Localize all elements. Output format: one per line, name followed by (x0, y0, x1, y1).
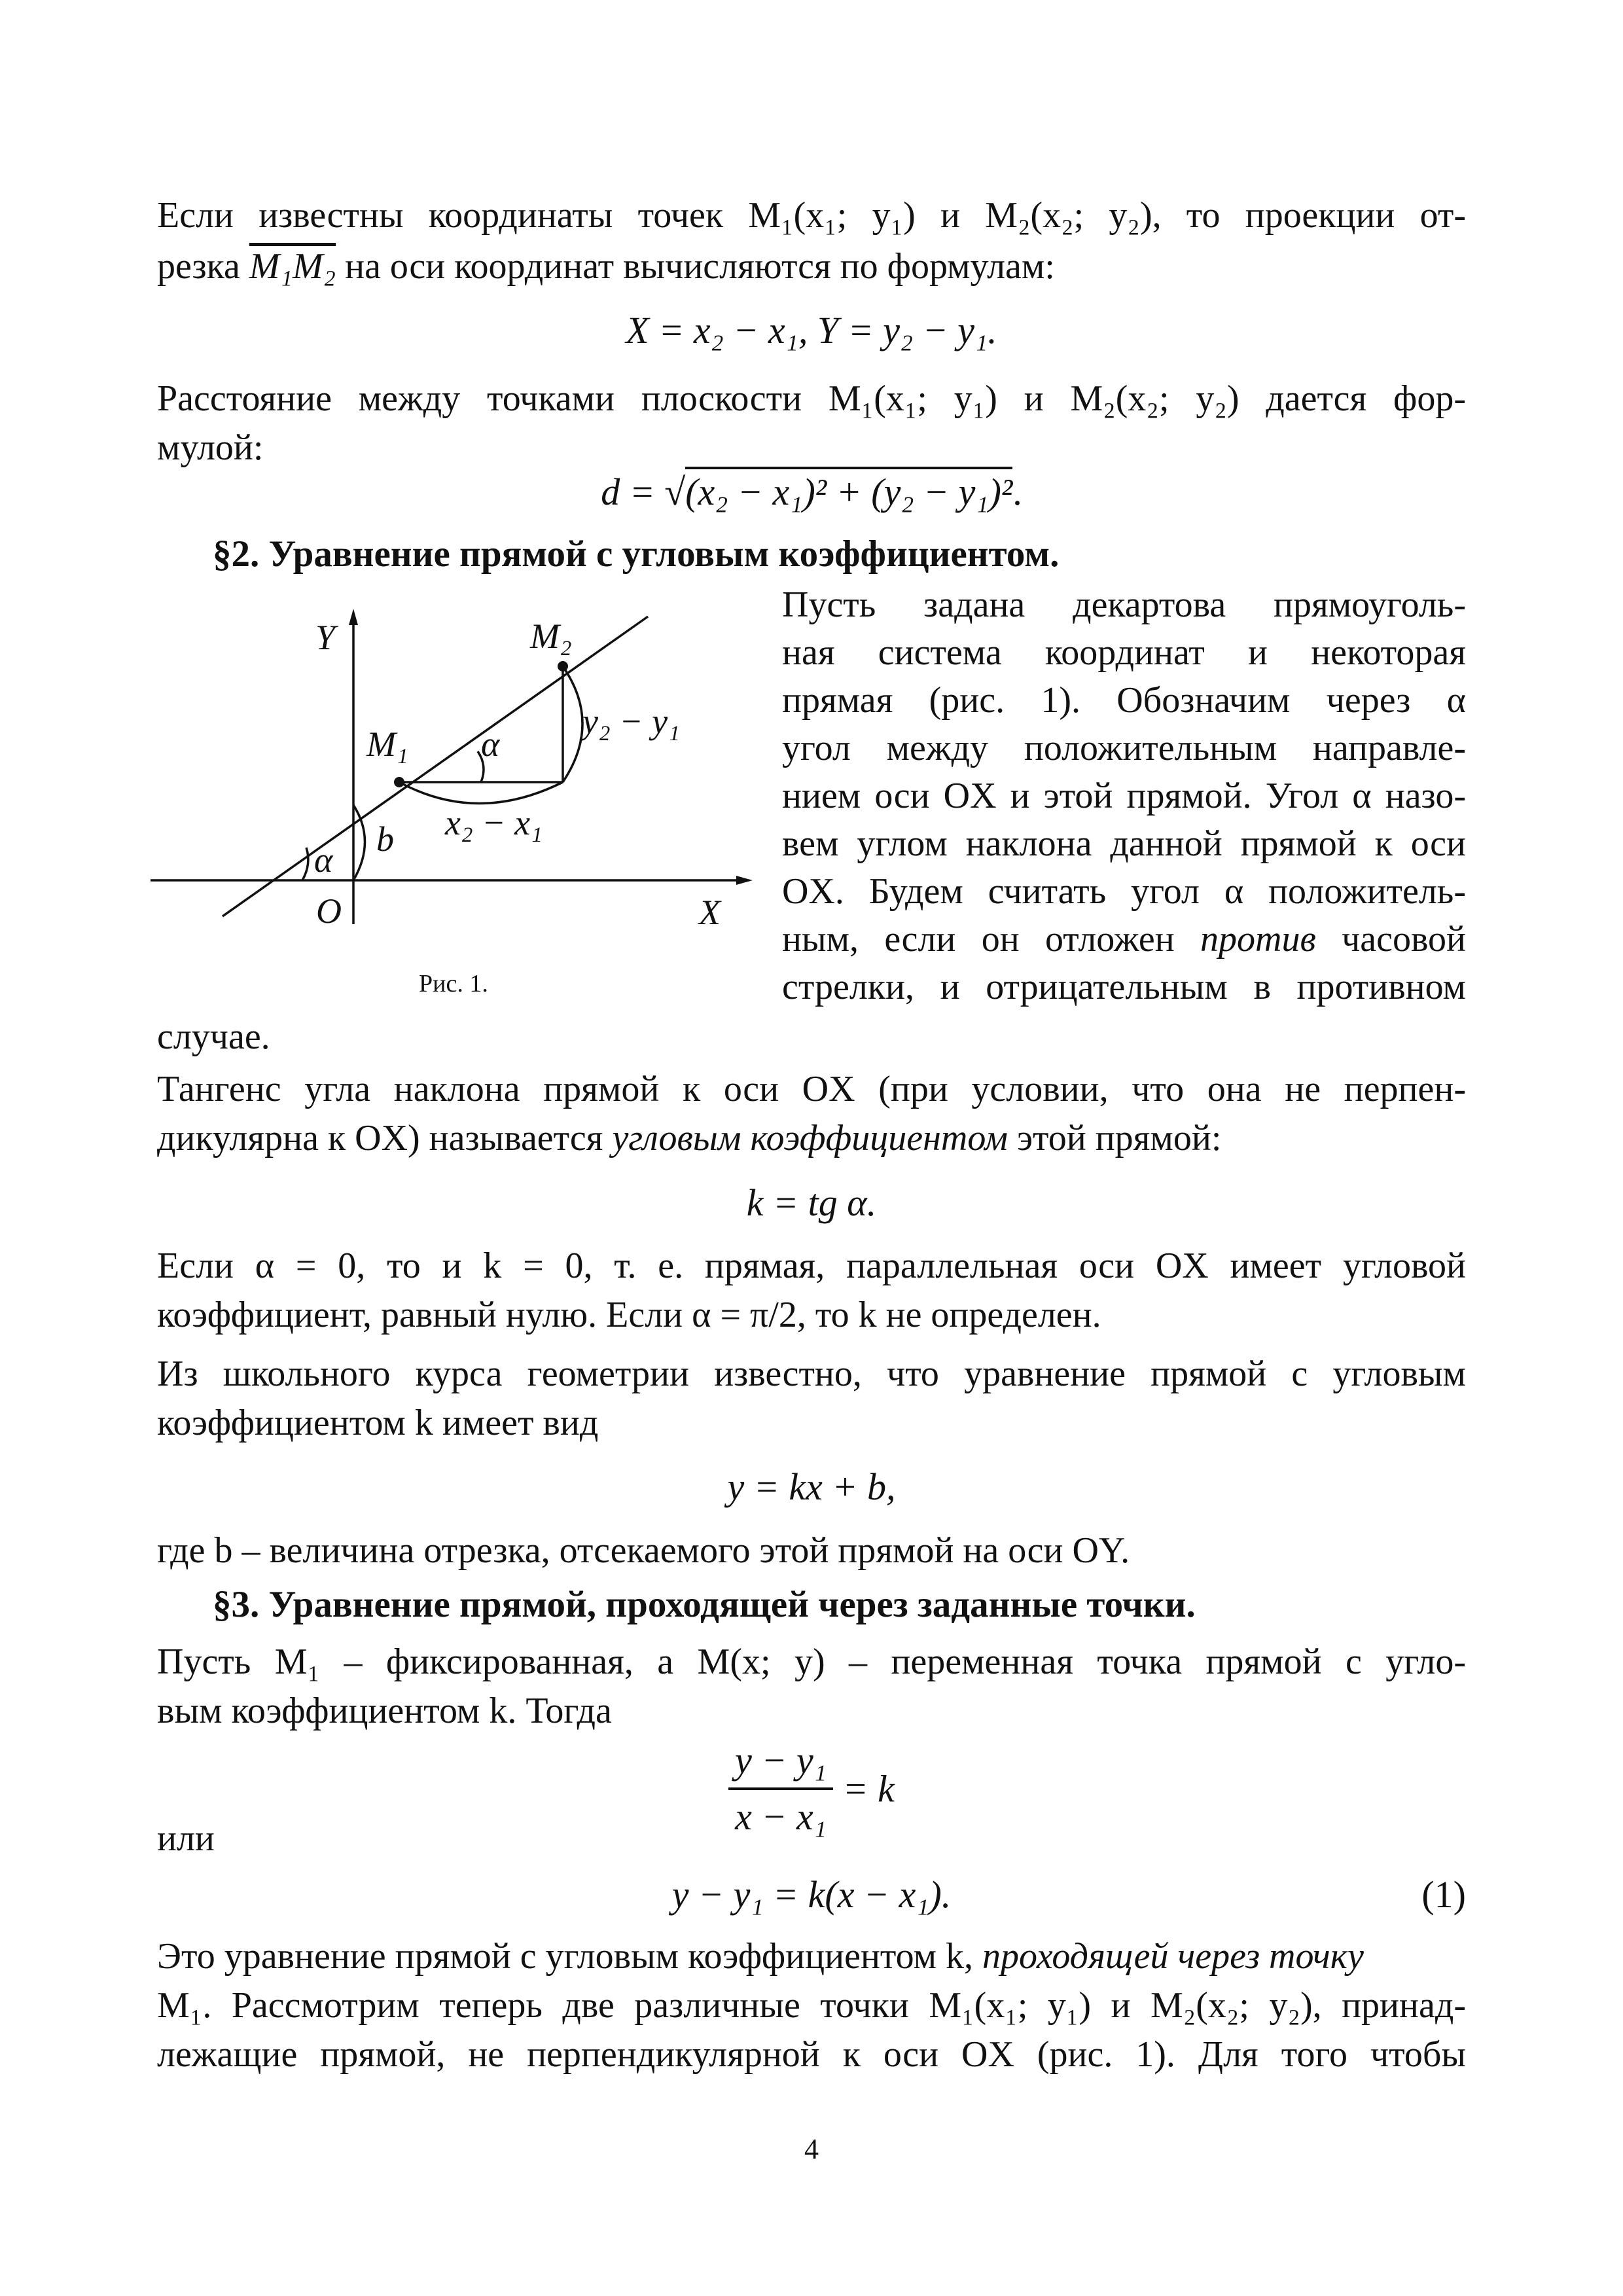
fraction-numerator: y − y₁ (728, 1738, 833, 1790)
label-dy: y₂ − y₁ (582, 702, 680, 741)
emphasis-text: проходящей через точку (982, 1936, 1364, 1977)
text-line: стрелки, и отрицательным в противном (782, 967, 1466, 1007)
label-alpha-bottom: α (314, 840, 333, 880)
line-graph (223, 617, 648, 916)
text-line: лежащие прямой, не перпендикулярной к оси OX (рис. 1). Для того чтобы (157, 2034, 1466, 2075)
dx-brace (399, 782, 563, 804)
text-line: ным, если он отложен против часовой (782, 919, 1467, 960)
page-number: 4 (804, 2133, 819, 2165)
text-line: Если α = 0, то и k = 0, т. е. прямая, параллельная оси OX имеет угловой (157, 1246, 1466, 1286)
text-fragment: резка (157, 246, 240, 287)
point-m1 (394, 777, 404, 787)
text-line: Это уравнение прямой с угловым коэффициентом k, проходящей через точку (157, 1936, 1364, 1977)
label-o: O (316, 891, 342, 931)
text-line: прямая (рис. 1). Обозначим через α (782, 680, 1466, 721)
section-heading-2: §2. Уравнение прямой с угловым коэффициентом. (213, 533, 1060, 575)
point-m2 (558, 661, 568, 672)
text-line: коэффициентом k имеет вид (157, 1403, 599, 1443)
formula-slope: k = tg α. (746, 1181, 877, 1224)
section-heading-3: §3. Уравнение прямой, проходящей через заданные точки. (213, 1584, 1196, 1625)
figure-1 (151, 589, 759, 1021)
formula-point-slope: y − y₁ = k(x − x₁). (1) (157, 1869, 1466, 1921)
equation-number: (1) (1421, 1873, 1466, 1916)
emphasis-text: угловым коэффициентом (612, 1118, 1008, 1158)
dy-brace (563, 666, 582, 782)
label-b: b (376, 819, 394, 859)
label-dx: x₂ − x₁ (445, 803, 543, 842)
text-line: Расстояние между точками плоскости M₁(x₁; y₁) и M₂(x₂; y₂) дается фор- (157, 378, 1466, 419)
fraction-rhs: = k (842, 1767, 895, 1810)
text-line: Тангенс угла наклона прямой к оси OX (при условии, что она не перпен- (157, 1069, 1466, 1109)
text-line: Пусть задана декартова прямоуголь- (782, 584, 1466, 625)
text-line: вым коэффициентом k. Тогда (157, 1691, 612, 1731)
text-line: M₁. Рассмотрим теперь две различные точки M₁(x₁; y₁) и M₂(x₂; y₂), принад- (157, 1985, 1466, 2026)
label-x: X (699, 893, 721, 932)
alpha-arc-bottom (302, 848, 308, 880)
text-line: вем углом наклона данной прямой к оси (782, 823, 1466, 864)
label-y: Y (315, 618, 336, 657)
y-axis-arrow (349, 609, 358, 625)
formula-end: . (1012, 471, 1022, 513)
text-line: Пусть M₁ – фиксированная, а M(x; y) – переменная точка прямой с угло- (157, 1641, 1466, 1682)
figure-caption: Рис. 1. (419, 970, 488, 997)
label-m1: M₁ (366, 725, 408, 764)
text-fragment: на оси координат вычисляются по формулам: (345, 246, 1055, 287)
text-line: Из школьного курса геометрии известно, что уравнение прямой с угловым (157, 1354, 1466, 1394)
fraction-denominator: x − x₁ (735, 1795, 827, 1838)
segment-notation: M₁M₂ (249, 246, 336, 287)
text-line: или (157, 1818, 215, 1859)
text-line: ная система координат и некоторая (782, 632, 1466, 673)
formula-projections: X = x₂ − x₁, Y = y₂ − y₁. (626, 309, 997, 351)
label-alpha-top: α (481, 725, 500, 764)
text-line: Если известны координаты точек M₁(x₁; y₁) и M₂(x₂; y₂), то проекции от- (157, 195, 1466, 236)
text-line: нием оси OX и этой прямой. Угол α назо- (782, 776, 1466, 816)
text-line: коэффициент, равный нулю. Если α = π/2, то k не определен. (157, 1295, 1101, 1335)
text-line: где b – величина отрезка, отсекаемого этой прямой на оси OY. (157, 1530, 1130, 1571)
formula-line: y = kx + b, (727, 1465, 896, 1508)
formula-radicand: (x₂ − x₁)² + (y₂ − y₁)² (685, 467, 1012, 513)
text-line (157, 241, 1466, 292)
text-line: мулой: (157, 427, 264, 468)
formula-distance (157, 466, 1466, 518)
text-line: OX. Будем считать угол α положитель- (782, 871, 1466, 912)
formula-lhs: d = √ (601, 471, 686, 513)
label-m2: M₂ (530, 617, 572, 656)
text-line: случае. (157, 1016, 270, 1057)
text-line: угол между положительным направле- (782, 728, 1466, 768)
emphasis-text: против (1200, 919, 1316, 960)
text-line: дикулярна к OX) называется угловым коэффициентом этой прямой: (157, 1118, 1222, 1158)
x-axis-arrow (736, 876, 753, 885)
